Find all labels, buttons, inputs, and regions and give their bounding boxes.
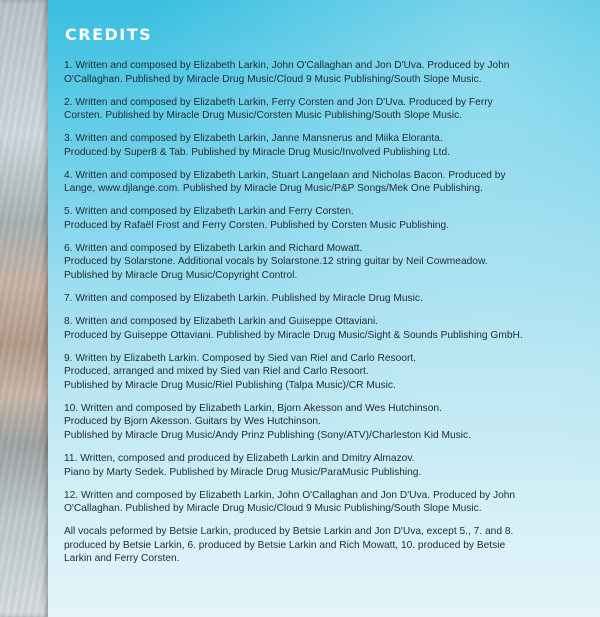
credit-line: Produced by Guiseppe Ottaviani. Published by Miracle Drug Music/Sight & Sounds Publishing GmbH.	[64, 329, 523, 341]
credit-line: All vocals peformed by Betsie Larkin, produced by Betsie Larkin and Jon D'Uva, except 5., 7. and 8.	[64, 526, 514, 538]
credit-line: Published by Miracle Drug Music/Copyright Control.	[64, 270, 298, 282]
credit-entry	[64, 452, 582, 479]
credit-line: 11. Written, composed and produced by Elizabeth Larkin and Dmitry Almazov.	[64, 452, 415, 464]
credit-line: Published by Miracle Drug Music/Andy Prinz Publishing (Sony/ATV)/Charleston Kid Music.	[64, 429, 471, 441]
credit-entry	[64, 489, 582, 516]
credit-entry	[64, 132, 582, 159]
credit-line: 12. Written and composed by Elizabeth Larkin, John O'Callaghan and Jon D'Uva. Produced by John	[64, 489, 516, 501]
credit-line: 9. Written by Elizabeth Larkin. Composed by Sied van Riel and Carlo Resoort.	[64, 352, 417, 364]
credit-entry	[64, 96, 582, 123]
credit-entry	[64, 205, 582, 232]
credit-line: Piano by Marty Sedek. Published by Miracle Drug Music/ParaMusic Publishing.	[64, 466, 422, 478]
cover-photo-strip	[0, 0, 48, 617]
credit-line: Produced by Bjorn Akesson. Guitars by Wes Hutchinson.	[64, 416, 321, 428]
credit-line: 6. Written and composed by Elizabeth Larkin and Richard Mowatt.	[64, 242, 363, 254]
credits-title: CREDITS	[65, 25, 153, 44]
credit-line: 10. Written and composed by Elizabeth Larkin, Bjorn Akesson and Wes Hutchinson.	[64, 402, 442, 414]
credit-line: Corsten. Published by Miracle Drug Music/Corsten Music Publishing/South Slope Music.	[64, 110, 463, 122]
credit-entry	[64, 402, 582, 443]
credit-entry	[64, 352, 582, 393]
credit-line: Published by Miracle Drug Music/Riel Publishing (Talpa Music)/CR Music.	[64, 379, 396, 391]
credit-line: 1. Written and composed by Elizabeth Larkin, John O'Callaghan and Jon D'Uva. Produced by John	[64, 60, 510, 71]
credit-line: Produced, arranged and mixed by Sied van Riel and Carlo Resoort.	[64, 366, 369, 378]
credit-line: Produced by Solarstone. Additional vocals by Solarstone.12 string guitar by Neil Cowmeadow.	[64, 256, 488, 268]
credits-panel	[48, 0, 600, 617]
credit-line: 5. Written and composed by Elizabeth Larkin and Ferry Corsten.	[64, 206, 354, 218]
credit-entry	[64, 59, 582, 86]
credit-line: Larkin and Ferry Corsten.	[64, 553, 180, 565]
credit-line: Lange, www.djlange.com. Published by Miracle Drug Music/P&P Songs/Mek One Publishing.	[64, 183, 483, 195]
credit-entry	[64, 292, 582, 306]
credit-line: 2. Written and composed by Elizabeth Larkin, Ferry Corsten and Jon D'Uva. Produced by Ferry	[64, 96, 493, 108]
credit-line: Produced by Rafaël Frost and Ferry Corsten. Published by Corsten Music Publishing.	[64, 219, 450, 231]
credit-entry	[64, 525, 582, 566]
credit-line: 8. Written and composed by Elizabeth Larkin and Guiseppe Ottaviani.	[64, 316, 379, 328]
credit-entry	[64, 169, 582, 196]
credit-line: 4. Written and composed by Elizabeth Larkin, Stuart Langelaan and Nicholas Bacon. Produced by	[64, 169, 506, 181]
credit-entry	[64, 242, 582, 283]
credit-line: 7. Written and composed by Elizabeth Larkin. Published by Miracle Drug Music.	[64, 293, 423, 305]
credits-list	[64, 59, 582, 566]
credit-line: Produced by Super8 & Tab. Published by Miracle Drug Music/Involved Publishing Ltd.	[64, 146, 451, 158]
credit-line: 3. Written and composed by Elizabeth Larkin, Janne Mansnerus and Miika Eloranta.	[64, 133, 443, 145]
credit-line: produced by Betsie Larkin, 6. produced by Betsie Larkin and Rich Mowatt, 10. produced by Betsie	[64, 539, 506, 551]
credit-line: O'Callaghan. Published by Miracle Drug Music/Cloud 9 Music Publishing/South Slope Music.	[64, 503, 482, 515]
credit-entry	[64, 315, 582, 342]
credit-line: O'Callaghan. Published by Miracle Drug Music/Cloud 9 Music Publishing/South Slope Music.	[64, 73, 482, 85]
